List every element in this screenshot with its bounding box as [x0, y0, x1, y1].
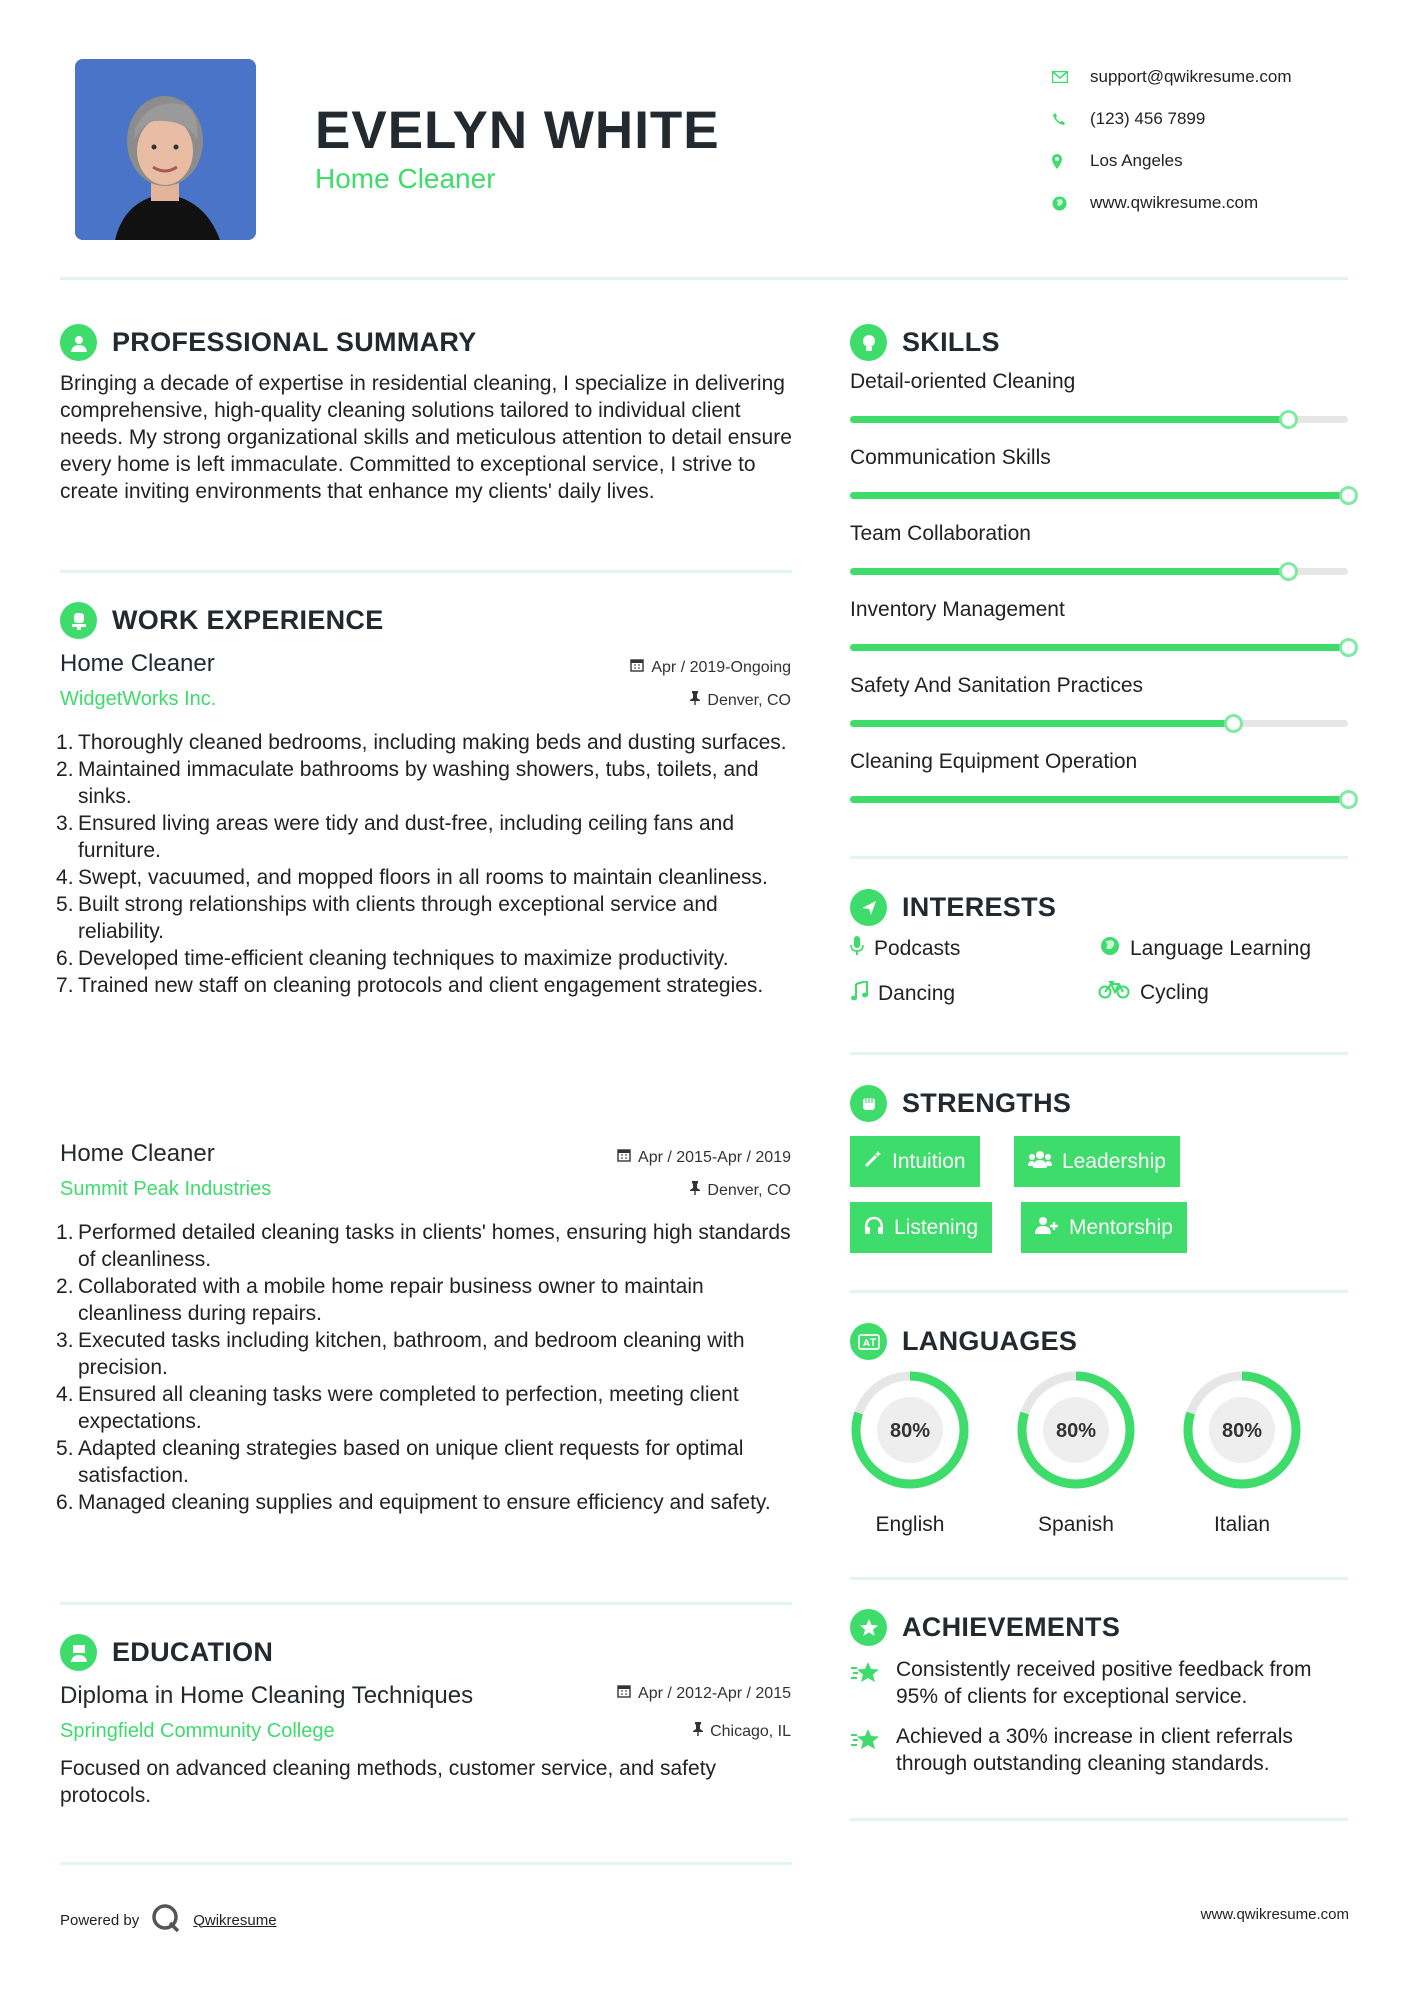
pushpin-icon	[693, 1722, 703, 1741]
skill-bar-fill	[850, 720, 1233, 727]
strengths-heading-text: STRENGTHS	[902, 1088, 1072, 1118]
map-pin-icon	[1050, 154, 1090, 169]
language-name: English	[875, 1513, 945, 1536]
skill-bar-knob	[1279, 562, 1298, 581]
skill-bar-track	[850, 416, 1348, 423]
phone-icon	[1050, 112, 1090, 126]
star-icon	[850, 1723, 882, 1777]
skill-name: Inventory Management	[850, 598, 1065, 621]
skill-bar-track	[850, 644, 1348, 651]
list-item: Executed tasks including kitchen, bathroom, and bedroom cleaning with precision.	[78, 1329, 745, 1379]
summary-text: Bringing a decade of expertise in residential cleaning, I specialize in delivering comprehensive, high-quality cleaning solutions tailored to individual client needs. My strong organizational skills and meticulous attention to detail ensure every home is left immaculate. Committed to exceptional service, I strive to create inviting environments that enhance my clients' daily lives.	[60, 372, 792, 503]
profile-photo	[75, 59, 256, 240]
strengths-heading	[850, 1085, 1071, 1122]
job-1-company: WidgetWorks Inc.	[60, 688, 217, 710]
user-icon	[60, 324, 97, 361]
globe-icon	[1050, 196, 1090, 211]
globe-icon	[1100, 936, 1120, 962]
language-ring	[1172, 1368, 1312, 1492]
list-item: Built strong relationships with clients through exceptional service and reliability.	[78, 893, 718, 943]
pushpin-icon	[690, 1181, 700, 1200]
languages-divider	[850, 1577, 1348, 1580]
language-ring	[840, 1368, 980, 1492]
user-plus-icon	[1035, 1216, 1059, 1240]
users-icon	[1028, 1150, 1052, 1174]
language-item	[1172, 1368, 1312, 1537]
education-heading	[60, 1634, 273, 1671]
experience-heading	[60, 602, 384, 639]
footer-branding	[60, 1903, 277, 1937]
contact-email[interactable]	[1050, 56, 1292, 98]
language-item	[840, 1368, 980, 1537]
achievements-heading	[850, 1609, 1120, 1646]
job-1-title: Home Cleaner	[60, 650, 215, 677]
star-badge-icon	[850, 1609, 887, 1646]
language-name: Spanish	[1038, 1513, 1114, 1536]
interest-label: Podcasts	[874, 937, 961, 960]
list-item: Adapted cleaning strategies based on unique client requests for optimal satisfaction.	[78, 1437, 744, 1487]
job-2-bullets	[60, 1219, 812, 1516]
skill-bar-track	[850, 796, 1348, 803]
strength-label: Intuition	[892, 1149, 966, 1173]
list-item: Swept, vacuumed, and mopped floors in all rooms to maintain cleanliness.	[78, 866, 768, 889]
skill-bar-fill	[850, 644, 1348, 651]
interests-heading-text: INTERESTS	[902, 892, 1057, 922]
skill-name: Detail-oriented Cleaning	[850, 370, 1076, 393]
skill-bar-knob	[1279, 410, 1298, 429]
footer-url[interactable]: www.qwikresume.com	[1200, 1906, 1349, 1923]
briefcase-icon	[60, 602, 97, 639]
skill-bar-fill	[850, 568, 1288, 575]
languages-heading	[850, 1323, 1077, 1360]
skill-bar-track	[850, 568, 1348, 575]
job-2-location-text: Denver, CO	[707, 1181, 791, 1199]
job-1-location-text: Denver, CO	[707, 691, 791, 709]
interest-label: Dancing	[878, 982, 956, 1005]
interest-language-learning	[1100, 936, 1311, 962]
lightbulb-icon	[850, 324, 887, 361]
job-1-location	[690, 691, 791, 710]
list-item: Managed cleaning supplies and equipment to ensure efficiency and safety.	[78, 1491, 771, 1514]
contact-website[interactable]	[1050, 182, 1292, 224]
strength-intuition	[850, 1136, 980, 1187]
strength-label: Listening	[894, 1215, 979, 1239]
education-date-text: Apr / 2012-Apr / 2015	[638, 1684, 791, 1702]
strengths-divider	[850, 1290, 1348, 1293]
achievements-heading-text: ACHIEVEMENTS	[902, 1612, 1121, 1642]
pushpin-icon	[690, 691, 700, 710]
interest-label: Cycling	[1140, 981, 1209, 1004]
job-1-date-text: Apr / 2019-Ongoing	[651, 658, 791, 676]
language-icon	[850, 1323, 887, 1360]
list-item: Developed time-efficient cleaning techniques to maximize productivity.	[78, 947, 729, 970]
paper-plane-icon	[850, 889, 887, 926]
bicycle-icon	[1098, 981, 1130, 1005]
calendar-icon	[617, 1684, 631, 1703]
list-item: Collaborated with a mobile home repair business owner to maintain cleanliness during repairs.	[78, 1275, 704, 1325]
education-text: Focused on advanced cleaning methods, customer service, and safety protocols.	[60, 1757, 717, 1807]
skill-name: Communication Skills	[850, 446, 1051, 469]
education-date	[617, 1684, 791, 1703]
language-ring	[1006, 1368, 1146, 1492]
contact-location	[1050, 140, 1292, 182]
strength-listening	[850, 1202, 992, 1253]
skill-bar-knob	[1339, 638, 1358, 657]
job-2-date-text: Apr / 2015-Apr / 2019	[638, 1148, 791, 1166]
summary-heading-text: PROFESSIONAL SUMMARY	[112, 327, 477, 357]
interest-podcasts	[850, 936, 960, 962]
calendar-icon	[617, 1148, 631, 1167]
interests-heading	[850, 889, 1056, 926]
skill-name: Safety And Sanitation Practices	[850, 674, 1144, 697]
contact-phone[interactable]	[1050, 98, 1292, 140]
achievement-text: Consistently received positive feedback from 95% of clients for exceptional service.	[896, 1658, 1312, 1708]
graduate-icon	[60, 1634, 97, 1671]
powered-by-label: Powered by	[60, 1911, 140, 1929]
experience-divider	[60, 1602, 792, 1605]
contact-list	[1050, 56, 1292, 224]
qwikresume-logo-icon	[151, 1903, 181, 1937]
language-name: Italian	[1213, 1513, 1271, 1536]
list-item: Maintained immaculate bathrooms by washing showers, tubs, toilets, and sinks.	[78, 758, 759, 808]
candidate-title: Home Cleaner	[315, 163, 496, 194]
education-divider	[60, 1862, 792, 1865]
strength-mentorship	[1021, 1202, 1187, 1253]
qwikresume-link[interactable]: Qwikresume	[193, 1911, 277, 1929]
language-percent: 80%	[1221, 1420, 1263, 1442]
music-note-icon	[850, 981, 868, 1007]
achievements-divider	[850, 1818, 1348, 1821]
job-2-title: Home Cleaner	[60, 1140, 215, 1167]
list-item: Trained new staff on cleaning protocols and client engagement strategies.	[78, 974, 764, 997]
skill-bar-fill	[850, 492, 1348, 499]
language-item	[1006, 1368, 1146, 1537]
headphones-icon	[864, 1216, 884, 1240]
contact-location-text: Los Angeles	[1090, 151, 1183, 170]
language-percent: 80%	[1055, 1420, 1097, 1442]
strength-label: Mentorship	[1069, 1215, 1173, 1239]
strength-label: Leadership	[1062, 1149, 1166, 1173]
svg-text:A: A	[862, 1338, 870, 1349]
achievement-item	[850, 1656, 1350, 1710]
job-1-date	[630, 658, 791, 677]
education-heading-text: EDUCATION	[112, 1637, 274, 1667]
contact-email-text: support@qwikresume.com	[1090, 67, 1292, 86]
contact-phone-text: (123) 456 7899	[1090, 109, 1206, 128]
interest-cycling	[1098, 981, 1209, 1005]
skill-bar-knob	[1339, 790, 1358, 809]
skill-bar-track	[850, 720, 1348, 727]
summary-heading	[60, 324, 477, 361]
language-percent: 80%	[889, 1420, 931, 1442]
skill-bar-knob	[1339, 486, 1358, 505]
degree-title: Diploma in Home Cleaning Techniques	[60, 1682, 474, 1709]
calendar-icon	[630, 658, 644, 677]
list-item: Performed detailed cleaning tasks in clients' homes, ensuring high standards of cleanliness.	[78, 1221, 791, 1271]
header-divider	[60, 277, 1348, 280]
fist-icon	[850, 1085, 887, 1122]
star-icon	[850, 1656, 882, 1710]
skills-divider	[850, 856, 1348, 859]
education-location	[693, 1722, 791, 1741]
skill-bar-fill	[850, 796, 1348, 803]
skill-name: Cleaning Equipment Operation	[850, 750, 1138, 773]
skill-bar-fill	[850, 416, 1288, 423]
achievement-text: Achieved a 30% increase in client referrals through outstanding cleaning standards.	[896, 1725, 1293, 1775]
contact-website-text: www.qwikresume.com	[1090, 193, 1259, 212]
microphone-icon	[850, 936, 864, 962]
magic-wand-icon	[864, 1150, 882, 1174]
education-location-text: Chicago, IL	[710, 1722, 791, 1740]
experience-heading-text: WORK EXPERIENCE	[112, 605, 384, 635]
job-1-bullets	[60, 729, 802, 999]
list-item: Thoroughly cleaned bedrooms, including making beds and dusting surfaces.	[78, 731, 787, 754]
achievement-item	[850, 1723, 1350, 1777]
skills-heading	[850, 324, 1000, 361]
list-item: Ensured living areas were tidy and dust-free, including ceiling fans and furniture.	[78, 812, 735, 862]
list-item: Ensured all cleaning tasks were completed to perfection, meeting client expectations.	[78, 1383, 739, 1433]
job-2-company: Summit Peak Industries	[60, 1178, 272, 1200]
interest-dancing	[850, 981, 955, 1007]
job-2-location	[690, 1181, 791, 1200]
skill-name: Team Collaboration	[850, 522, 1031, 545]
interests-divider	[850, 1052, 1348, 1055]
languages-heading-text: LANGUAGES	[902, 1326, 1078, 1356]
envelope-icon	[1050, 71, 1090, 83]
skills-heading-text: SKILLS	[902, 327, 1000, 357]
skill-bar-knob	[1224, 714, 1243, 733]
job-2-date	[617, 1148, 791, 1167]
skill-bar-track	[850, 492, 1348, 499]
summary-divider	[60, 570, 792, 573]
strength-leadership	[1014, 1136, 1180, 1187]
school-name: Springfield Community College	[60, 1720, 335, 1742]
candidate-name: EVELYN WHITE	[315, 101, 720, 160]
interest-label: Language Learning	[1130, 937, 1312, 960]
